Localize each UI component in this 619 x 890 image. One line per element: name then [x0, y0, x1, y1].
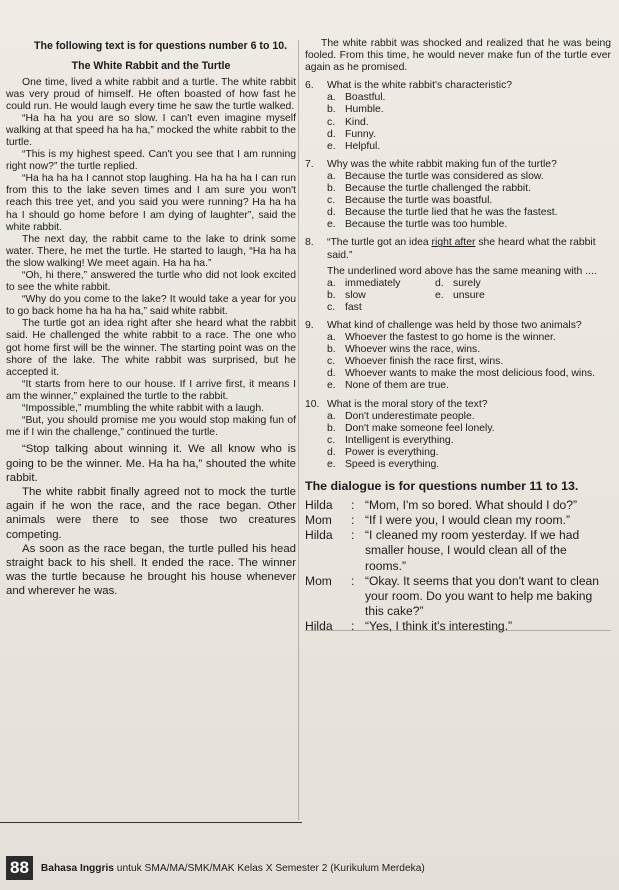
colon: :: [351, 498, 355, 513]
option-text: Whoever the fastest to go home is the winner.: [345, 332, 556, 344]
option-text: Because the turtle lied that he was the fastest.: [345, 207, 558, 219]
option-letter: d.: [435, 277, 444, 289]
story-paragraph: “Oh, hi there,” answered the turtle who did not look excited to see the white rabbit.: [6, 270, 296, 294]
colon: :: [351, 573, 355, 588]
option-text: surely: [453, 277, 481, 289]
right-column: [305, 38, 611, 634]
option-letter: e.: [327, 380, 336, 392]
option-text: Helpful.: [345, 140, 381, 152]
option-text: unsure: [453, 289, 485, 301]
utterance: “Mom, I'm so bored. What should I do?”: [365, 498, 578, 513]
dialogue-title: The dialogue is for questions number 11 to 13.: [305, 479, 579, 494]
colon: :: [351, 513, 355, 528]
dialogue-line: [305, 513, 611, 528]
option-text: Whoever finish the race first, wins.: [345, 356, 504, 368]
speaker: Hilda: [305, 528, 333, 543]
story-paragraph: “Ha ha ha you are so slow. I can't even imagine myself walking at that speed ha ha ha,” mocked the white rabbit to the turtle.: [6, 112, 296, 148]
option[interactable]: [327, 302, 435, 314]
option-letter: b.: [327, 104, 336, 116]
option-letter: c.: [327, 116, 336, 128]
options-8: [327, 278, 611, 314]
option-letter: a.: [327, 277, 336, 289]
story-paragraph: “It starts from here to our house. If I arrive first, it means I am the winner,” explained the turtle to the rabbit.: [6, 378, 296, 402]
dialogue-line: [305, 528, 611, 573]
question-text: What is the white rabbit's characteristic?: [327, 80, 513, 92]
story-paragraph: “Impossible,” mumbling the white rabbit with a laugh.: [22, 403, 264, 415]
option-letter: d.: [327, 128, 336, 140]
story-paragraph: The white rabbit was shocked and realized that he was being fooled. From this time, he would never make fun of the turtle ever again as he promised.: [305, 38, 611, 74]
option-text: Kind.: [345, 116, 369, 128]
story-paragraph: “This is my highest speed. Can't you see that I am running right now?” the turtle replied.: [6, 149, 296, 173]
option[interactable]: [327, 104, 611, 116]
question-number: 6.: [305, 80, 314, 92]
option-letter: b.: [327, 183, 336, 195]
option-text: Because the turtle challenged the rabbit.: [345, 183, 532, 195]
option-letter: d.: [327, 368, 336, 380]
option-letter: e.: [327, 219, 336, 231]
page-number: 88: [6, 856, 33, 880]
option-letter: b.: [327, 289, 336, 301]
speaker: Hilda: [305, 498, 333, 513]
options-6: [327, 92, 611, 152]
option-letter: b.: [327, 422, 336, 434]
question-text-part: “The turtle got an idea: [327, 237, 432, 249]
dialogue-line: [305, 574, 611, 619]
option-letter: a.: [327, 92, 336, 104]
column-divider: [298, 40, 299, 820]
option-letter: a.: [327, 332, 336, 344]
option[interactable]: [435, 278, 527, 290]
story-paragraph: “Stop talking about winning it. We all know who is going to be the winner. Me. Ha ha ha,” shouted the white rabbit.: [6, 443, 296, 484]
option[interactable]: [327, 183, 611, 195]
question-text: Why was the white rabbit making fun of the turtle?: [327, 158, 557, 170]
question-number: 10.: [305, 398, 320, 410]
option[interactable]: [435, 290, 527, 302]
option-letter: a.: [327, 170, 336, 182]
question-text: What kind of challenge was held by those two animals?: [327, 319, 582, 331]
option-text: Because the turtle was boastful.: [345, 195, 493, 207]
dialogue-line: [305, 498, 611, 513]
story-paragraph: The next day, the rabbit came to the lake to drink some water. There, he met the turtle. He started to laugh, “Ha ha ha the slow walking! We meet again. Ha ha ha.”: [6, 233, 296, 269]
option[interactable]: [327, 447, 611, 459]
option-text: Power is everything.: [345, 446, 439, 458]
option-letter: c.: [327, 195, 336, 207]
option[interactable]: [327, 141, 611, 153]
story-paragraph: One time, lived a white rabbit and a turtle. The white rabbit was very proud of himself. He often boasted of how fast he could run. He would laugh every time he saw the turtle walked.: [6, 76, 296, 112]
story-paragraph: “Why do you come to the lake? It would take a year for you to go back home ha ha ha ha,” said white rabbit.: [6, 294, 296, 318]
story-paragraph: As soon as the race began, the turtle pulled his head straight back to his shell. It ended the race. The winner was the turtle because he brought his house whenever and wherever he was.: [6, 542, 296, 598]
option[interactable]: [327, 380, 611, 392]
question-text: What is the moral story of the text?: [327, 398, 488, 410]
option-letter: b.: [327, 344, 336, 356]
question-text: [327, 237, 611, 261]
option[interactable]: [327, 207, 611, 219]
bottom-rule: [0, 822, 302, 823]
option-text: Speed is everything.: [345, 459, 440, 470]
option-text: fast: [345, 301, 362, 313]
option-text: Funny.: [345, 128, 376, 140]
option-text: Whoever wins the race, wins.: [345, 344, 481, 356]
option-letter: c.: [327, 356, 336, 368]
option[interactable]: [327, 278, 435, 290]
option-text: Don't underestimate people.: [345, 410, 475, 422]
option-letter: d.: [327, 207, 336, 219]
option-text: Because the turtle was too humble.: [345, 219, 508, 231]
utterance: “I cleaned my room yesterday. If we had smaller house, I would clean all of the rooms.”: [365, 528, 580, 573]
option[interactable]: [327, 423, 611, 435]
footer: [6, 856, 425, 880]
question-10: [305, 399, 611, 411]
intro-text: The following text is for questions number 6 to 10.: [34, 40, 288, 52]
question-9: [305, 320, 611, 332]
speaker: Hilda: [305, 618, 333, 633]
option-text: Humble.: [345, 104, 384, 116]
question-text-part: she heard what the rabbit said.”: [327, 237, 596, 261]
option-text: Don't make someone feel lonely.: [345, 422, 495, 434]
question-8: [305, 237, 611, 261]
story-paragraph: “But, you should promise me you would stop making fun of me if I win the challenge,” continued the turtle.: [6, 415, 296, 439]
option[interactable]: [327, 129, 611, 141]
option[interactable]: [327, 92, 611, 104]
option[interactable]: [327, 219, 611, 231]
option[interactable]: [327, 411, 611, 423]
speaker: Mom: [305, 513, 332, 528]
story-paragraph: “Ha ha ha ha I cannot stop laughing. Ha ha ha ha I can run from this to the lake seven times and I am sure you won't reach this tree yet, and you said you were running? Ha ha ha ha I should go home before I am dying of laughter”, said the white rabbit.: [6, 173, 296, 233]
option[interactable]: [327, 195, 611, 207]
option-text: Whoever wants to make the most delicious food, wins.: [345, 368, 596, 380]
option-text: Boastful.: [345, 92, 386, 104]
option-text: immediately: [345, 277, 401, 289]
option[interactable]: [327, 117, 611, 129]
question-6: [305, 80, 611, 92]
option-letter: e.: [327, 140, 336, 152]
dialogue-line: [305, 619, 611, 634]
left-column: [6, 40, 296, 599]
option-letter: e.: [327, 459, 336, 470]
options-10: [327, 411, 611, 471]
question-number: 7.: [305, 158, 314, 170]
option[interactable]: [327, 332, 611, 344]
book-title-rest: untuk SMA/MA/SMK/MAK Kelas X Semester 2 (Kurikulum Merdeka): [113, 862, 425, 874]
story-paragraph: The white rabbit finally agreed not to mock the turtle again if he won the race, and the race began. Other animals were there to see those two creatures competing.: [6, 485, 296, 541]
option-letter: d.: [327, 446, 336, 458]
book-title: [41, 863, 425, 874]
story-title: The White Rabbit and the Turtle: [71, 60, 231, 73]
utterance: “If I were you, I would clean my room.”: [365, 513, 570, 528]
option-letter: c.: [327, 434, 336, 446]
question-number: 9.: [305, 319, 314, 331]
options-9: [327, 332, 611, 392]
option-text: None of them are true.: [345, 380, 449, 392]
option-text: slow: [345, 289, 366, 301]
speaker: Mom: [305, 573, 332, 588]
question-7: [305, 159, 611, 171]
option-letter: c.: [327, 301, 336, 313]
option[interactable]: [327, 344, 611, 356]
option[interactable]: [327, 368, 611, 380]
book-title-bold: Bahasa Inggris: [40, 862, 114, 874]
utterance: “Okay. It seems that you don't want to clean your room. Do you want to help me baking this cake?”: [365, 573, 599, 618]
colon: :: [351, 618, 355, 633]
underlined-word: right after: [431, 237, 476, 249]
options-7: [327, 171, 611, 231]
option[interactable]: [327, 435, 611, 447]
utterance: “Yes, I think it's interesting.”: [365, 618, 513, 633]
option[interactable]: [327, 171, 611, 183]
option[interactable]: [327, 290, 435, 302]
question-subtext: The underlined word above has the same meaning with ....: [327, 265, 597, 277]
question-number: 8.: [305, 237, 314, 249]
option-text: Intelligent is everything.: [345, 434, 454, 446]
option[interactable]: [327, 356, 611, 368]
option-letter: a.: [327, 410, 336, 422]
colon: :: [351, 528, 355, 543]
story-paragraph: The turtle got an idea right after she heard what the rabbit said. He challenged the white rabbit to a race. The one who got home first will be the winner. The starting point was on the shore of the lake. The white rabbit was surprised, but he accepted it.: [6, 318, 296, 378]
option[interactable]: [327, 459, 611, 471]
option-text: Because the turtle was considered as slow.: [345, 170, 544, 182]
option-letter: e.: [435, 289, 444, 301]
dialogue: [305, 498, 611, 634]
